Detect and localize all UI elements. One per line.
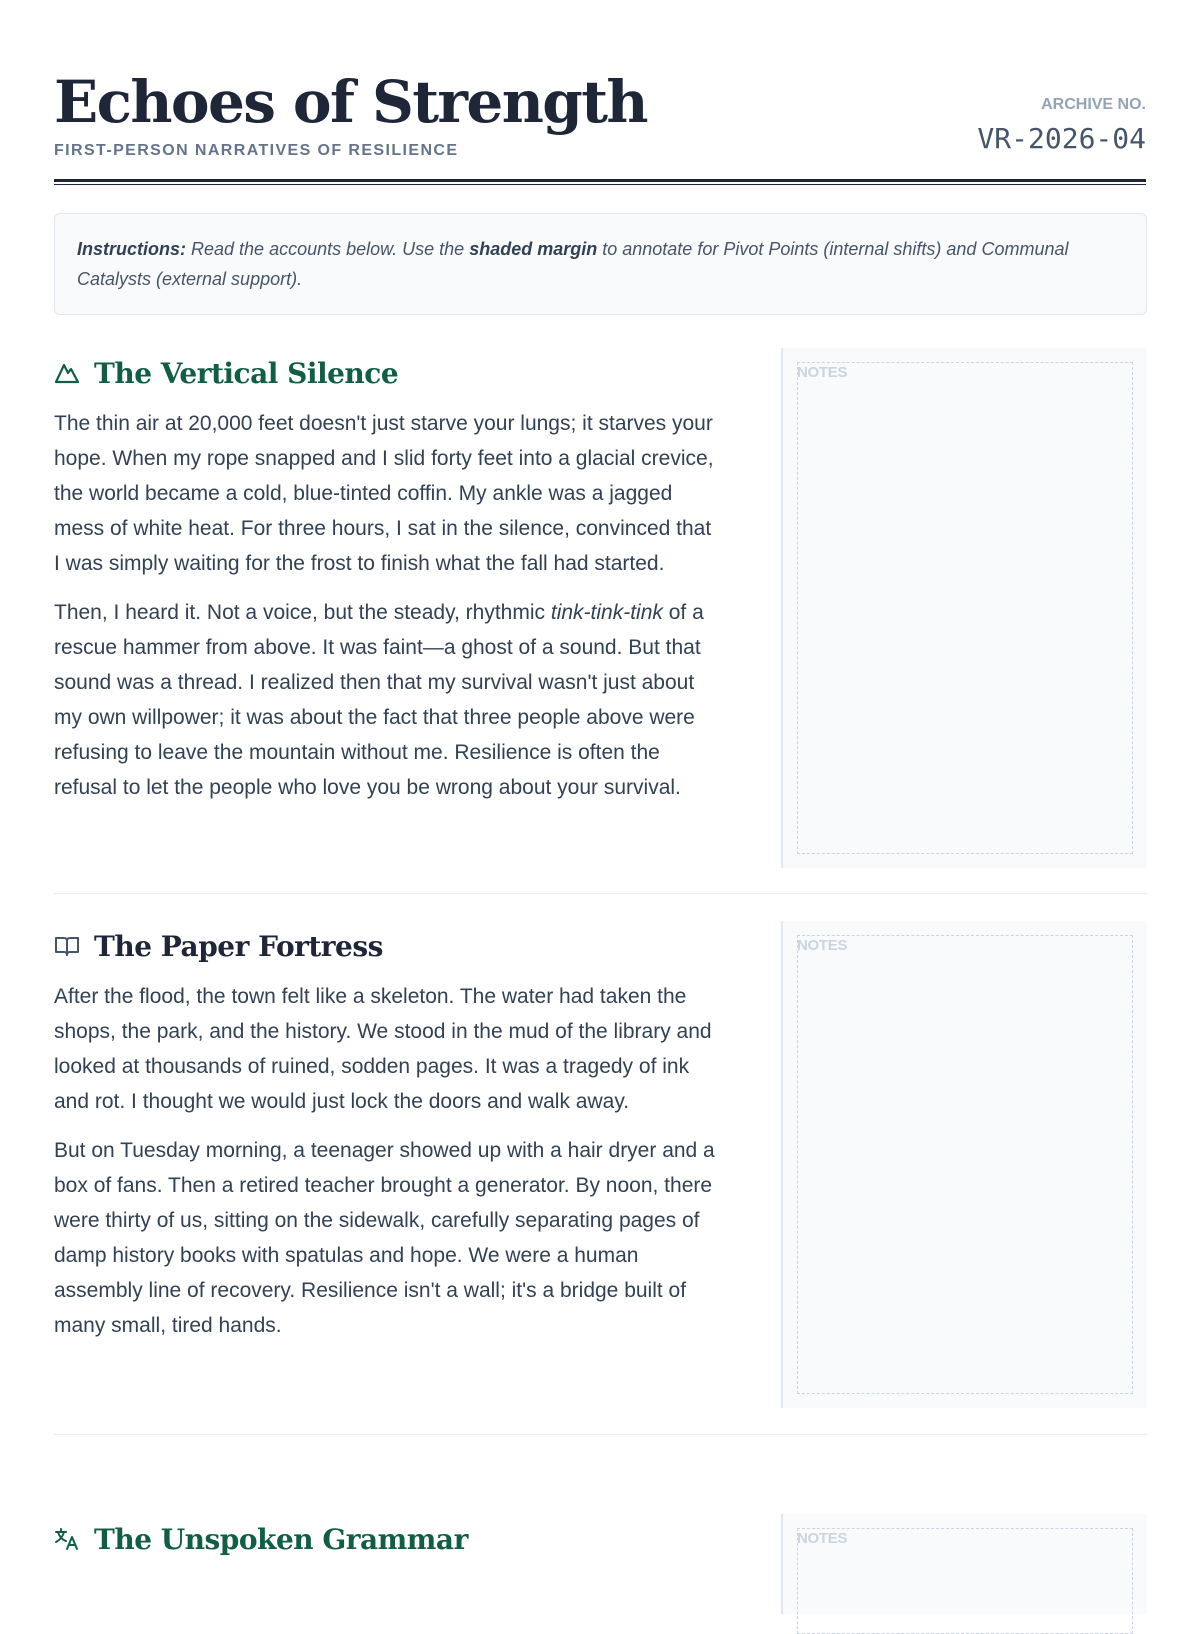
header [54,0,1146,190]
notes-box[interactable] [797,935,1133,1394]
story-paragraph: After the flood, the town felt like a skeleton. The water had taken the shops, the park, and the history. We stood in the mud of the library and looked at thousands of ruined, sodden pages. It was a tragedy of ink and rot. I thought we would just lock the doors and walk away. [54,985,712,1113]
instructions-emphasis: shaded margin [469,239,598,259]
book-icon [54,932,82,960]
story-unspoken-grammar [54,1514,1147,1600]
story-heading [54,1516,719,1562]
instructions-box [54,213,1147,315]
page-title: Echoes of Strength [54,68,647,136]
notes-box[interactable] [797,1528,1133,1634]
story-title: The Vertical Silence [94,356,399,390]
story-title: The Unspoken Grammar [94,1522,468,1556]
archive-label: ARCHIVE NO. [1041,96,1146,113]
story-vertical-silence [54,348,1147,868]
paragraph-emphasis: tink-tink-tink [550,601,663,624]
notes-label: NOTES [797,937,848,954]
story-paragraph [54,595,719,805]
notes-label: NOTES [797,364,848,381]
section-divider [54,1434,1147,1435]
notes-label: NOTES [797,1530,848,1547]
story-body [54,921,719,1343]
instructions-lead: Instructions: [77,239,187,259]
header-rule [54,179,1146,182]
story-body [54,1514,719,1562]
story-heading [54,923,719,969]
instructions-text-1: Read the accounts below. Use the [186,239,470,259]
story-paper-fortress [54,921,1147,1408]
story-body [54,348,719,805]
archive-number: VR-2026-04 [977,122,1146,155]
mountain-icon [54,359,82,387]
page-subtitle: FIRST-PERSON NARRATIVES OF RESILIENCE [54,142,459,159]
notes-margin[interactable] [781,921,1147,1408]
story-paragraph: The thin air at 20,000 feet doesn't just starve your lungs; it starves your hope. When my rope snapped and I slid forty feet into a glacial crevice, the world became a cold, blue-tinted coffin. My ankle was a jagged mess of white heat. For three hours, I sat in the silence, convinced that I was simply waiting for the frost to finish what the fall had started. [54,412,714,575]
story-title: The Paper Fortress [94,929,383,963]
header-rule-thin [54,184,1146,185]
paragraph-text: of a rescue hammer from above. It was faint—a ghost of a sound. But that sound was a thread. I realized then that my survival wasn't just about my own willpower; it was about the fact that three people above were refusing to leave the mountain without me. Resilience is often the refusal to let the people who love you be wrong about your survival. [54,601,704,799]
story-heading [54,350,719,396]
section-divider [54,893,1147,894]
paragraph-text: Then, I heard it. Not a voice, but the steady, rhythmic [54,601,551,624]
notes-margin[interactable] [781,1514,1147,1614]
notes-margin[interactable] [781,348,1147,868]
notes-box[interactable] [797,362,1133,854]
story-paragraph: But on Tuesday morning, a teenager showed up with a hair dryer and a box of fans. Then a retired teacher brought a generator. By noon, there were thirty of us, sitting on the sidewalk, carefully separating pages of damp history books with spatulas and hope. We were a human assembly line of recovery. Resilience isn't a wall; it's a bridge built of many small, tired hands. [54,1139,715,1337]
translate-icon [54,1525,82,1553]
instructions-text-2: to annotate for Pivot Points (internal shifts) and Communal Catalysts (external support). [77,239,1069,289]
